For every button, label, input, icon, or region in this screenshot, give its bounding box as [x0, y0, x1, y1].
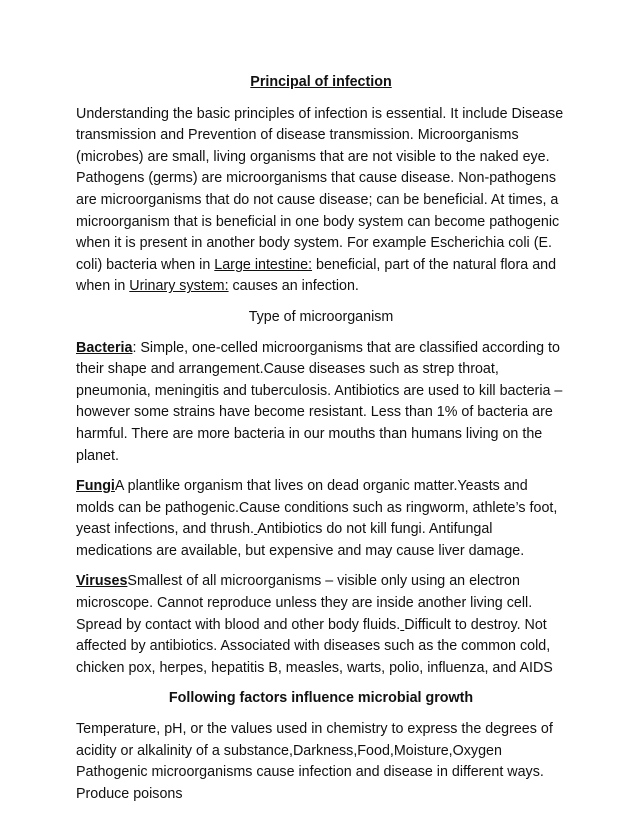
viruses-text-1: Smallest of all microorganisms – visible only using an electron microscope. Cannot reproduce unless they are inside another living cell. — [76, 573, 533, 612]
large-intestine-link[interactable]: Large intestine: — [214, 256, 313, 273]
bacteria-label: Bacteria — [76, 339, 133, 356]
fungi-label: Fungi — [76, 478, 115, 495]
viruses-paragraph — [76, 571, 566, 679]
intro-paragraph — [76, 104, 566, 298]
viruses-text-3: Difficult to destroy. Not affected by antibiotics. Associated with diseases such as the common cold, chicken pox, herpes, hepatitis B, measles, warts, polio, influenza, and AIDS — [76, 616, 553, 676]
urinary-system-link[interactable]: Urinary system: — [129, 278, 229, 295]
fungi-text-2: Antibiotics do not kill fungi. Antifungal medications are available, but expensive and may cause liver damage. — [76, 521, 525, 559]
document-page — [76, 72, 566, 814]
viruses-text-2: Spread by contact with blood and other body fluids. — [76, 616, 401, 633]
document-title: Principal of infection — [250, 74, 392, 90]
viruses-label: Viruses — [76, 573, 128, 590]
fungi-paragraph — [76, 476, 566, 562]
factors-heading: Following factors influence microbial growth — [168, 690, 474, 707]
intro-text-3: causes an infection. — [228, 278, 359, 295]
fungi-text-1: A plantlike organism that lives on dead organic matter.Yeasts and molds can be pathogenic.Cause conditions such as ringworm, athlete’s foot, yeast infections, and thrush. — [76, 478, 558, 538]
bacteria-text: : Simple, one-celled microorganisms that are classified according to their shape and arrangement.Cause diseases such as strep throat, pneumonia, meningitis and tuberculosis. Antibiotics are used to kill bacteria – however some strains have become resistant. Less than 1% of bacteria are harmful. There are more bacteria in our mouths than humans living on the planet. — [76, 339, 563, 464]
type-of-microorganism-heading: Type of microorganism — [248, 308, 394, 325]
intro-text-2: beneficial, part of the natural flora and when in — [76, 256, 557, 295]
factors-paragraph: Temperature, pH, or the values used in chemistry to express the degrees of acidity or alkalinity of a substance,Darkness,Food,Moisture,Oxygen Pathogenic microorganisms cause infection and disease in different ways. Produce poisons — [76, 721, 553, 802]
intro-text-1: Understanding the basic principles of infection is essential. It include Disease transmission and Prevention of disease transmission. Microorganisms (microbes) are small, living organisms that are not visible to the naked eye. Pathogens (germs) are microorganisms that cause disease. Non-pathogens are microorganisms that do not cause disease; can be beneficial. At times, a microorganism that is beneficial in one body system can become pathogenic when it is present in another body system. For example Escherichia coli (E. coli) bacteria when in — [76, 105, 564, 273]
bacteria-paragraph — [76, 338, 566, 468]
